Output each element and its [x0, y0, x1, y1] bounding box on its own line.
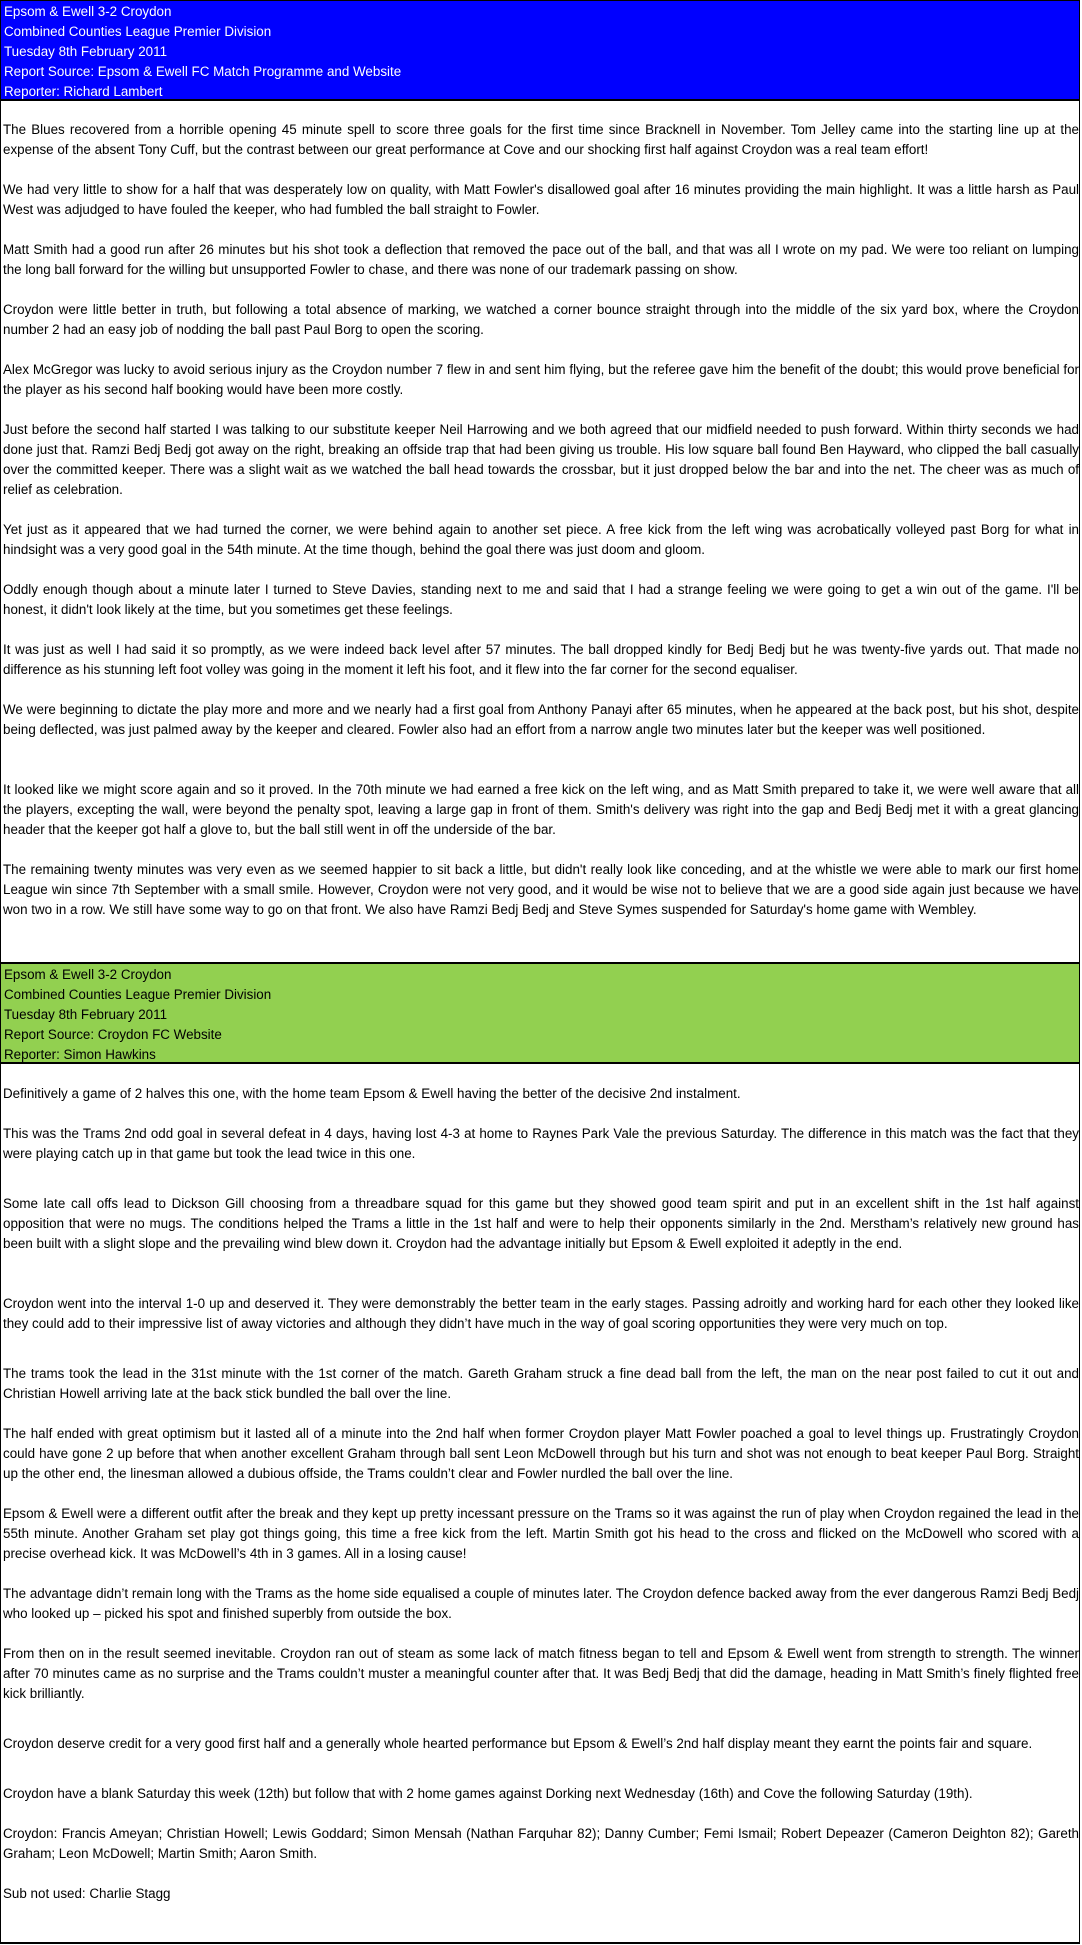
report2-paragraph: The half ended with great optimism but it lasted all of a minute into the 2nd half when former Croydon player Matt Fowler poached a goal to level things up. Frustratingly Croydon could have gone 2 up before that when another excellent Graham through ball sent Leon McDowell through but his turn and shot was not enough to beat keeper Paul Borg. Straight up the other end, the linesman allowed a dubious offside, the Trams couldn’t clear and Fowler nurdled the ball over the line. [3, 1426, 1079, 1481]
report1-header [0, 0, 1080, 101]
report2-paragraph: Epsom & Ewell were a different outfit after the break and they kept up pretty incessant pressure on the Trams so it was against the run of play when Croydon regained the lead in the 55th minute. Another Graham set play got things going, this time a free kick from the left. Martin Smith got his head to the cross and flicked on the McDowell who scored with a precise overhead kick. It was McDowell’s 4th in 3 games. All in a losing cause! [3, 1506, 1079, 1561]
report2-header [0, 962, 1080, 1064]
report1-paragraph: Just before the second half started I was talking to our substitute keeper Neil Harrowing and we both agreed that our midfield needed to push forward. Within thirty seconds we had done just that. Ramzi Bedj Bedj got away on the right, breaking an offside trap that had been giving us trouble. His low square ball found Ben Hayward, who clipped the ball casually over the committed keeper. There was a slight wait as we watched the ball head towards the crossbar, but it just dropped below the bar and into the net. The cheer was as much of relief as celebration. [3, 422, 1079, 497]
report1-paragraph: We had very little to show for a half that was desperately low on quality, with Matt Fowler's disallowed goal after 16 minutes providing the main highlight. It was a little harsh as Paul West was adjudged to have fouled the keeper, who had fumbled the ball straight to Fowler. [3, 182, 1079, 217]
report1-paragraph: Croydon were little better in truth, but following a total absence of marking, we watched a corner bounce straight through into the middle of the six yard box, where the Croydon number 2 had an easy job of nodding the ball past Paul Borg to open the scoring. [3, 302, 1079, 337]
report1-paragraph: Matt Smith had a good run after 26 minutes but his shot took a deflection that removed the pace out of the ball, and that was all I wrote on my pad. We were too reliant on lumping the long ball forward for the willing but unsupported Fowler to chase, and there was none of our trademark passing on show. [3, 242, 1079, 277]
report2-paragraph: Croydon went into the interval 1-0 up and deserved it. They were demonstrably the better team in the early stages. Passing adroitly and working hard for each other they looked like they could add to their impressive list of away victories and although they didn’t have much in the way of goal scoring opportunities they were very much on top. [3, 1296, 1079, 1331]
report1-paragraph: The remaining twenty minutes was very even as we seemed happier to sit back a little, but didn't really look like conceding, and at the whistle we were able to mark our first home League win since 7th September with a small smile. However, Croydon were not very good, and it would be wise not to believe that we are a good side again just because we have won two in a row. We still have some way to go on that front. We also have Ramzi Bedj Bedj and Steve Symes suspended for Saturday's home game with Wembley. [3, 862, 1079, 917]
report2-paragraph: Some late call offs lead to Dickson Gill choosing from a threadbare squad for this game but they showed good team spirit and put in an excellent shift in the 1st half against opposition that were no mugs. The conditions helped the Trams a little in the 1st half and were to help their opponents similarly in the 2nd. Merstham’s relatively new ground has been built with a slight slope and the prevailing wind blew down it. Croydon had the advantage initially but Epsom & Ewell exploited it adeptly in the end. [3, 1196, 1079, 1251]
report1-paragraph: Oddly enough though about a minute later I turned to Steve Davies, standing next to me and said that I had a strange feeling we were going to get a win out of the game. I'll be honest, it didn't look likely at the time, but you sometimes get these feelings. [3, 582, 1079, 617]
report2-paragraph: From then on in the result seemed inevitable. Croydon ran out of steam as some lack of match fitness began to tell and Epsom & Ewell went from strength to strength. The winner after 70 minutes came as no surprise and the Trams couldn’t muster a meaningful counter after that. It was Bedj Bedj that did the damage, heading in Matt Smith’s finely flighted free kick brilliantly. [3, 1646, 1079, 1701]
report1-source: Report Source: Epsom & Ewell FC Match Programme and Website [4, 64, 402, 79]
report1-paragraph: Alex McGregor was lucky to avoid serious injury as the Croydon number 7 flew in and sent him flying, but the referee gave him the benefit of the doubt; this would prove beneficial for the player as his second half booking would have been more costly. [3, 362, 1079, 397]
report1-paragraph: It was just as well I had said it so promptly, as we were indeed back level after 57 minutes. The ball dropped kindly for Bedj Bedj but he was twenty-five yards out. That made no difference as his stunning left foot volley was going in the moment it left his foot, and it flew into the far corner for the second equaliser. [3, 642, 1079, 677]
report2-paragraph: This was the Trams 2nd odd goal in several defeat in 4 days, having lost 4-3 at home to Raynes Park Vale the previous Saturday. The difference in this match was the fact that they were playing catch up in that game but took the lead twice in this one. [3, 1126, 1079, 1161]
report2-date: Tuesday 8th February 2011 [4, 1007, 168, 1022]
page-frame-bottom [0, 1942, 1080, 1944]
report2-paragraph: Croydon deserve credit for a very good first half and a generally whole hearted performance but Epsom & Ewell’s 2nd half display meant they earnt the points fair and square. [3, 1736, 1033, 1751]
report1-paragraph: The Blues recovered from a horrible opening 45 minute spell to score three goals for the first time since Bracknell in November. Tom Jelley came into the starting line up at the expense of the absent Tony Cuff, but the contrast between our great performance at Cove and our shocking first half against Croydon was a real team effort! [3, 122, 1079, 157]
report2-paragraph: The trams took the lead in the 31st minute with the 1st corner of the match. Gareth Graham struck a fine dead ball from the left, the man on the near post failed to cut it out and Christian Howell arriving late at the back stick bundled the ball over the line. [3, 1366, 1079, 1401]
report1-paragraph: We were beginning to dictate the play more and more and we nearly had a first goal from Anthony Panayi after 65 minutes, when he appeared at the back post, but his shot, despite being deflected, was just palmed away by the keeper and cleared. Fowler also had an effort from a narrow angle two minutes later but the keeper was well positioned. [3, 702, 1079, 737]
report2-source: Report Source: Croydon FC Website [4, 1027, 222, 1042]
report1-title: Epsom & Ewell 3-2 Croydon [4, 4, 172, 19]
report2-paragraph: The advantage didn’t remain long with the Trams as the home side equalised a couple of minutes later. The Croydon defence backed away from the ever dangerous Ramzi Bedj Bedj who looked up – picked his spot and finished superbly from outside the box. [3, 1586, 1079, 1621]
report2-paragraph: Sub not used: Charlie Stagg [3, 1886, 171, 1901]
report2-competition: Combined Counties League Premier Division [4, 987, 272, 1002]
report2-paragraph: Croydon have a blank Saturday this week (12th) but follow that with 2 home games against Dorking next Wednesday (16th) and Cove the following Saturday (19th). [3, 1786, 973, 1801]
report2-paragraph: Croydon: Francis Ameyan; Christian Howell; Lewis Goddard; Simon Mensah (Nathan Farquhar 82); Danny Cumber; Femi Ismail; Robert Depeazer (Cameron Deighton 82); Gareth Graham; Leon McDowell; Martin Smith; Aaron Smith. [3, 1826, 1079, 1861]
report1-date: Tuesday 8th February 2011 [4, 44, 168, 59]
report2-reporter: Reporter: Simon Hawkins [4, 1047, 156, 1062]
report1-competition: Combined Counties League Premier Division [4, 24, 272, 39]
report1-paragraph: It looked like we might score again and so it proved. In the 70th minute we had earned a free kick on the left wing, and as Matt Smith prepared to take it, we were well aware that all the players, excepting the wall, were beyond the penalty spot, leaving a large gap in front of them. Smith's delivery was right into the gap and Bedj Bedj met it with a great glancing header that the keeper got half a glove to, but the ball still went in off the underside of the bar. [3, 782, 1079, 837]
report2-title: Epsom & Ewell 3-2 Croydon [4, 967, 172, 982]
report1-reporter: Reporter: Richard Lambert [4, 84, 163, 99]
report2-paragraph: Definitively a game of 2 halves this one, with the home team Epsom & Ewell having the better of the decisive 2nd instalment. [3, 1086, 741, 1101]
report1-paragraph: Yet just as it appeared that we had turned the corner, we were behind again to another set piece. A free kick from the left wing was acrobatically volleyed past Borg for what in hindsight was a very good goal in the 54th minute. At the time though, behind the goal there was just doom and gloom. [3, 522, 1079, 557]
